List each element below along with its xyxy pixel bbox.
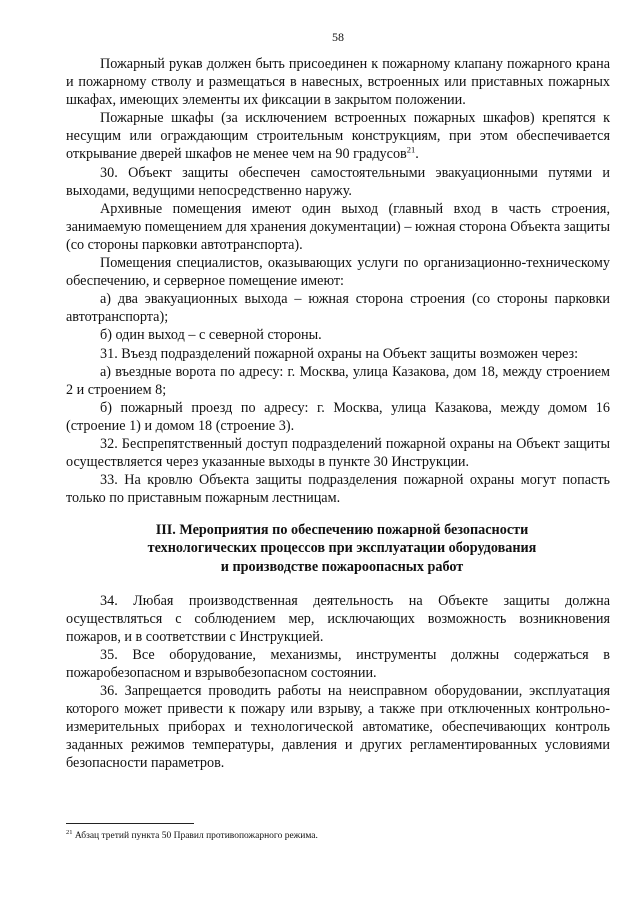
- paragraph-35: 35. Все оборудование, механизмы, инструменты должны содержаться в пожаробезопасном и взрывобезопасном состоянии.: [66, 646, 610, 681]
- paragraph-34: 34. Любая производственная деятельность на Объекте защиты должна осуществляться с соблюдением мер, исключающих возможность возникновения пожаров, и в соответствии с Инструкцией.: [66, 592, 610, 645]
- section-heading-line-2: технологических процессов при эксплуатации оборудования: [147, 540, 537, 557]
- page-number: 58: [332, 30, 344, 44]
- body-text: [66, 55, 610, 773]
- section-heading-line-1: III. Мероприятия по обеспечению пожарной безопасности: [155, 522, 529, 539]
- section-heading: [66, 521, 610, 575]
- footnote-divider: [66, 823, 194, 824]
- paragraph-30: 30. Объект защиты обеспечен самостоятельными эвакуационными путями и выходами, ведущими непосредственно наружу.: [66, 164, 610, 199]
- paragraph-33: 33. На кровлю Объекта защиты подразделения пожарной охраны могут попасть только по приставным пожарным лестницам.: [66, 472, 610, 507]
- footnote-marker: 21: [66, 828, 73, 836]
- list-item-b-passage: б) пожарный проезд по адресу: г. Москва, улица Казакова, между домом 16 (строение 1) и домом 18 (строение 3).: [66, 399, 610, 434]
- paragraph-specialist-rooms: Помещения специалистов, оказывающих услуги по организационно-техническому обеспечению, и серверное помещение имеют:: [66, 255, 610, 290]
- footnote: [66, 830, 610, 842]
- list-item-a-exits: а) два эвакуационных выхода – южная сторона строения (со стороны парковки автотранспорта);: [66, 291, 610, 326]
- paragraph-32: 32. Беспрепятственный доступ подразделений пожарной охраны на Объект защиты осуществляется через указанные выходы в пункте 30 Инструкции.: [66, 435, 610, 471]
- paragraph-fire-cabinets: [66, 109, 610, 163]
- paragraph-fire-cabinets-text: Пожарные шкафы (за исключением встроенных пожарных шкафов) крепятся к несущим или ограждающим строительным конструкциям, при этом обеспечивается открывание дверей шкафов не менее чем на 90 градусов: [66, 110, 610, 163]
- section-heading-line-3: и производстве пожароопасных работ: [220, 558, 464, 575]
- list-item-b-exit: б) один выход – с северной стороны.: [100, 327, 322, 344]
- paragraph-36: 36. Запрещается проводить работы на неисправном оборудовании, эксплуатация которого может привести к пожару или взрыву, а также при отключенных контрольно-измерительных приборах и технологической автоматике, обеспечивающих контроль заданных режимов температуры, давления и других регламентированных условиями безопасности параметров.: [66, 683, 610, 772]
- footnote-reference[interactable]: 21: [406, 144, 416, 155]
- paragraph-31: 31. Въезд подразделений пожарной охраны на Объект защиты возможен через:: [100, 345, 579, 362]
- paragraph-archive-rooms: Архивные помещения имеют один выход (главный вход в часть строения, занимаемую помещением для хранения документации) – южная сторона Объекта защиты (со стороны парковки автотранспорта).: [66, 200, 610, 253]
- footnote-area: [66, 823, 610, 842]
- list-item-a-gates: а) въездные ворота по адресу: г. Москва, улица Казакова, дом 18, между строением 2 и строением 8;: [66, 363, 610, 398]
- paragraph-fire-cabinets-end: .: [415, 146, 419, 163]
- paragraph-fire-hose: Пожарный рукав должен быть присоединен к пожарному клапану пожарного крана и пожарному стволу и размещаться в навесных, встроенных или приставных пожарных шкафах, имеющих элементы их фиксации в закрытом положении.: [66, 56, 610, 109]
- footnote-text: Абзац третий пункта 50 Правил противопожарного режима.: [72, 831, 318, 841]
